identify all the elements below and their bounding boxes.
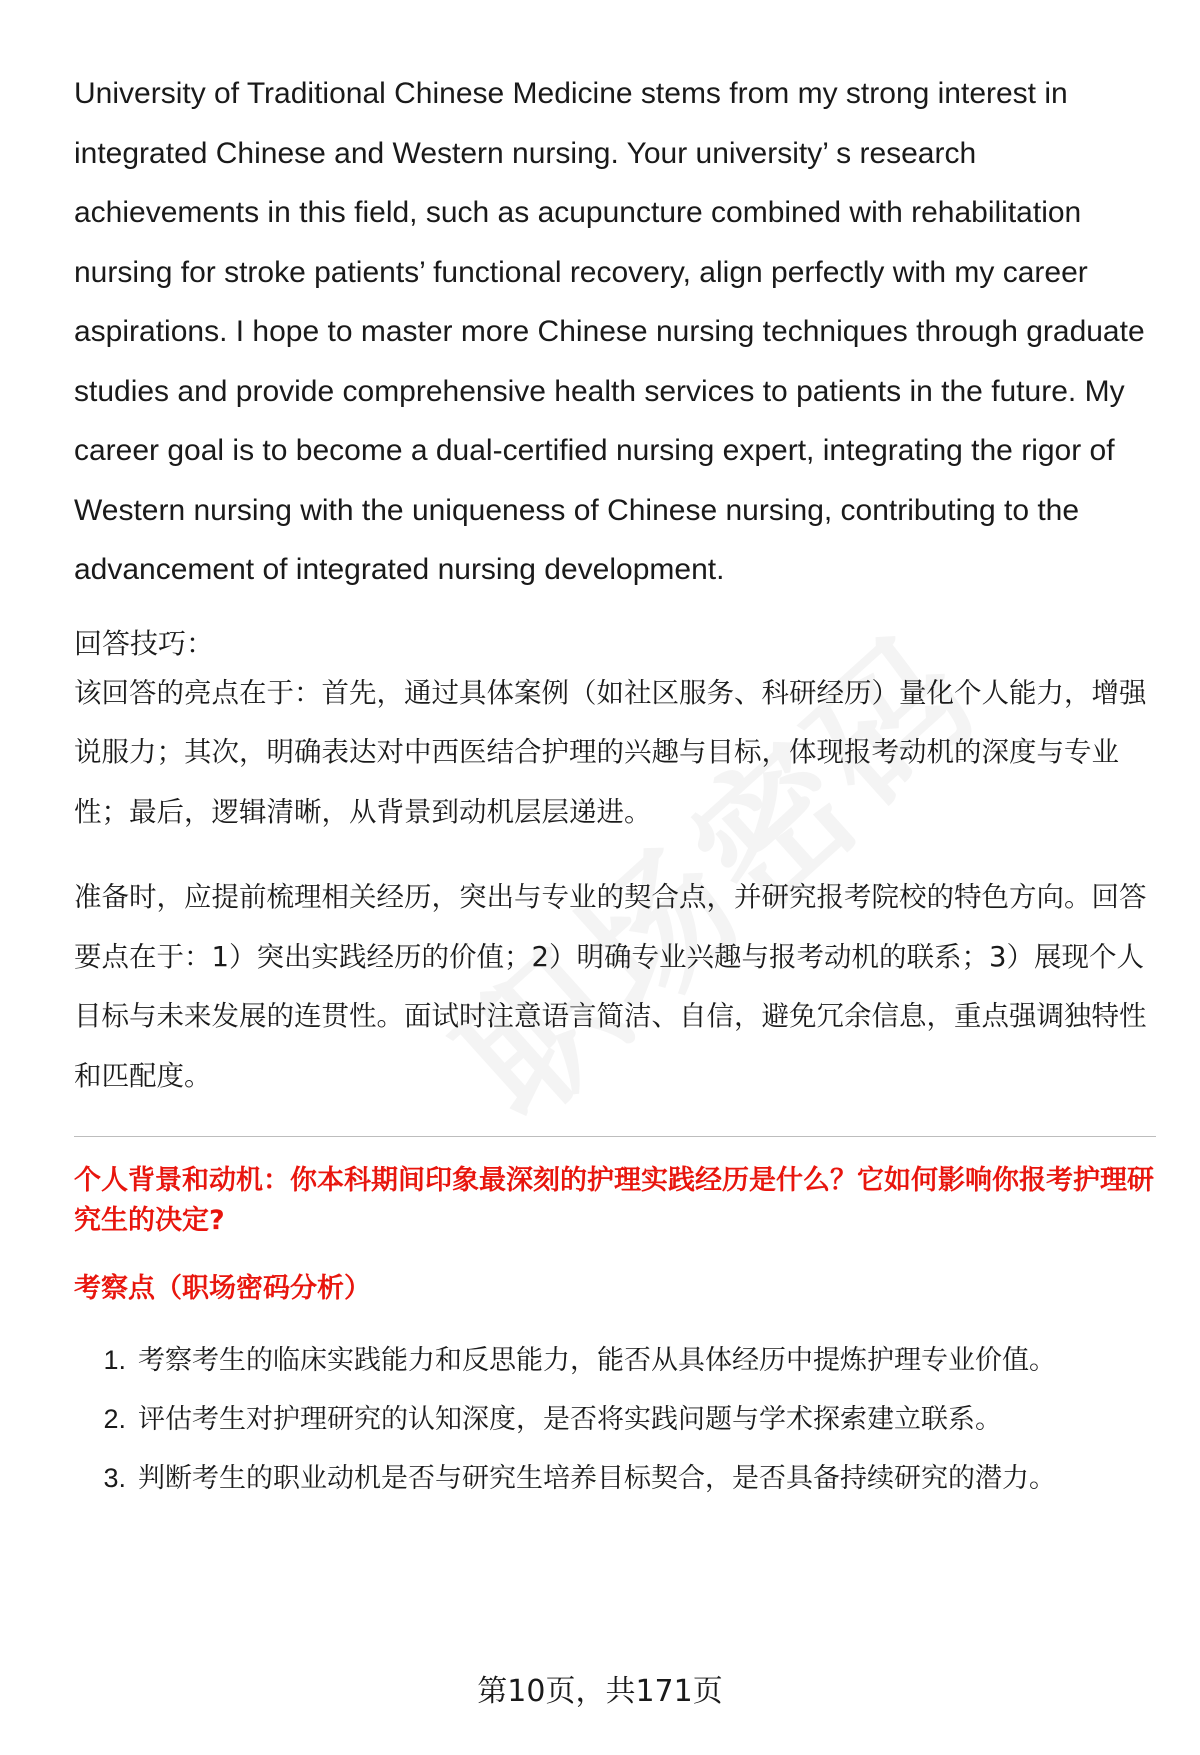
section-divider <box>74 1136 1156 1137</box>
answer-paragraph: University of Traditional Chinese Medicine stems from my strong interest in integrated Chinese and Western nursing. Your university’ s research achievements in this field, such as acupuncture combined with rehabilitation nursing for stroke patients’ functional recovery, align perfectly with my career aspirations. I hope to master more Chinese nursing techniques through graduate studies and provide comprehensive health services to patients in the future. My career goal is to become a dual-certified nursing expert, integrating the rigor of Western nursing with the uniqueness of Chinese nursing, contributing to the advancement of integrated nursing development. <box>74 77 1145 586</box>
list-number: 3. <box>103 1463 126 1493</box>
focus-title: 考察点（职场密码分析） <box>74 1273 371 1304</box>
tips-paragraph-2: 准备时，应提前梳理相关经历，突出与专业的契合点，并研究报考院校的特色方向。回答要点在于：1）突出实践经历的价值；2）明确专业兴趣与报考动机的联系；3）展现个人目标与未来发展的连贯性。面试时注意语言简洁、自信，避免冗余信息，重点强调独特性和匹配度。 <box>74 881 1147 1092</box>
list-item <box>74 1390 1154 1449</box>
list-number: 1. <box>103 1345 126 1375</box>
question-heading: 个人背景和动机：你本科期间印象最深刻的护理实践经历是什么？它如何影响你报考护理研究生的决定? <box>74 1165 1154 1236</box>
tips-paragraph-1: 该回答的亮点在于：首先，通过具体案例（如社区服务、科研经历）量化个人能力，增强说服力；其次，明确表达对中西医结合护理的兴趣与目标，体现报考动机的深度与专业性；最后，逻辑清晰，从背景到动机层层递进。 <box>74 676 1147 828</box>
list-item <box>74 1449 1154 1508</box>
tips-label: 回答技巧： <box>74 626 215 660</box>
page-number: 第10页，共171页 <box>477 1674 723 1709</box>
list-text: 考察考生的临床实践能力和反思能力，能否从具体经历中提炼护理专业价值。 <box>138 1345 1056 1376</box>
focus-list <box>74 1331 1154 1508</box>
list-item <box>74 1331 1154 1390</box>
list-number: 2. <box>103 1404 126 1434</box>
list-text: 判断考生的职业动机是否与研究生培养目标契合，是否具备持续研究的潜力。 <box>138 1463 1056 1494</box>
page-content <box>74 64 1154 1508</box>
list-text: 评估考生对护理研究的认知深度，是否将实践问题与学术探索建立联系。 <box>138 1404 1002 1435</box>
